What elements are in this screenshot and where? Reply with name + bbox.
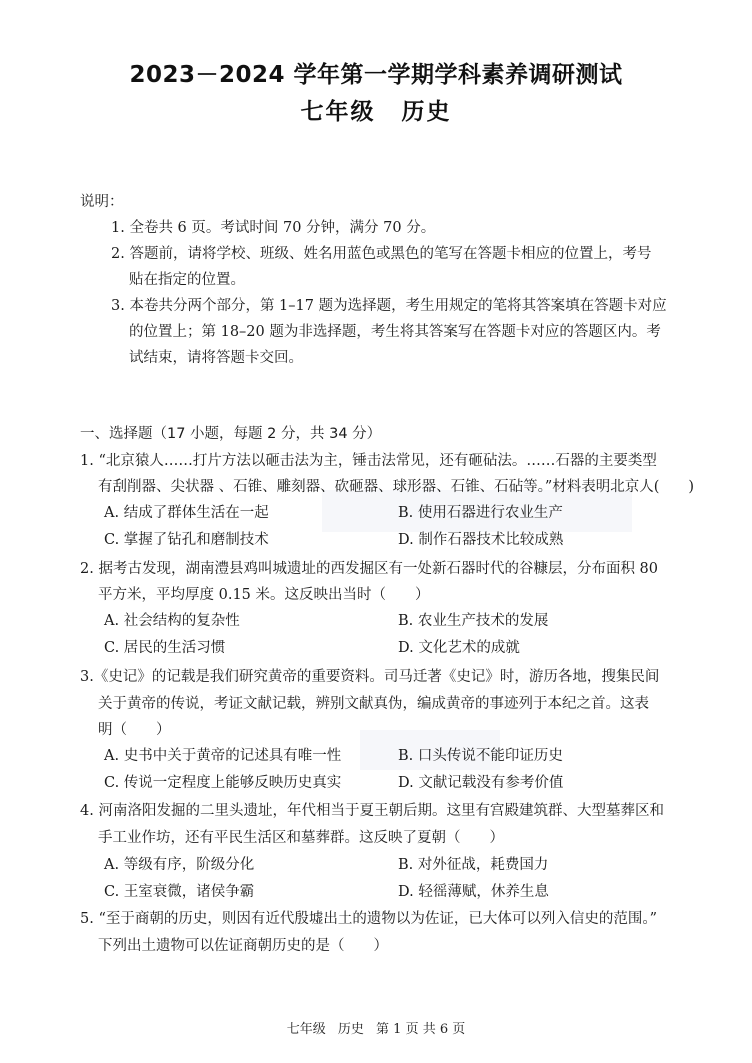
question-4-option-b: B. 对外征战，耗费国力 bbox=[398, 857, 549, 873]
question-3-stem-line-3: 明（ ） bbox=[98, 722, 171, 738]
question-2-option-c: C. 居民的生活习惯 bbox=[104, 640, 226, 656]
question-3-stem-line-1: 3.《史记》的记载是我们研究黄帝的重要资料。司马迁著《史记》时，游历各地，搜集民间 bbox=[80, 669, 660, 685]
section-heading: 一、选择题（17 小题，每题 2 分，共 34 分） bbox=[80, 426, 382, 442]
footer-grade: 七年级 bbox=[286, 1022, 326, 1037]
page-footer bbox=[0, 1018, 752, 1037]
instruction-item-1: 1. 全卷共 6 页。考试时间 70 分钟，满分 70 分。 bbox=[111, 220, 436, 236]
question-2-option-d: D. 文化艺术的成就 bbox=[398, 640, 520, 656]
question-5-stem-line-2: 下列出土遗物可以佐证商朝历史的是（ ） bbox=[98, 938, 388, 954]
question-4-stem-line-1: 4. 河南洛阳发掘的二里头遗址，年代相当于夏王朝后期。这里有宫殿建筑群、大型墓葬区和 bbox=[80, 803, 664, 819]
instruction-item-3-line-3: 试结束，请将答题卡交回。 bbox=[129, 350, 303, 366]
question-2-stem-line-1: 2. 据考古发现，湖南澧县鸡叫城遗址的西发掘区有一处新石器时代的谷糠层，分布面积 80 bbox=[80, 561, 658, 577]
question-1-stem-line-1: 1. “北京猿人……打片方法以砸击法为主，锤击法常见，还有砸砧法。……石器的主要类型 bbox=[80, 453, 657, 469]
question-1-option-b: B. 使用石器进行农业生产 bbox=[398, 505, 563, 521]
instruction-item-3-line-1: 3. 本卷共分两个部分，第 1–17 题为选择题，考生用规定的笔将其答案填在答题卡对应 bbox=[111, 298, 667, 314]
question-3-option-b: B. 口头传说不能印证历史 bbox=[398, 748, 563, 764]
instruction-item-3-line-2: 的位置上；第 18–20 题为非选择题，考生将其答案写在答题卡对应的答题区内。考 bbox=[129, 324, 661, 340]
subject-label: 历史 bbox=[401, 99, 452, 125]
question-3-option-a: A. 史书中关于黄帝的记述具有唯一性 bbox=[104, 748, 342, 764]
exam-subtitle bbox=[0, 93, 752, 126]
question-1-option-a: A. 结成了群体生活在一起 bbox=[104, 505, 269, 521]
question-4-option-c: C. 王室衰微，诸侯争霸 bbox=[104, 884, 255, 900]
instruction-item-2-line-2: 贴在指定的位置。 bbox=[129, 272, 245, 288]
question-3-stem-line-2: 关于黄帝的传说，考证文献记载，辨别文献真伪，编成黄帝的事迹列于本纪之首。这表 bbox=[98, 696, 649, 712]
question-4-option-a: A. 等级有序，阶级分化 bbox=[104, 857, 255, 873]
question-2-option-a: A. 社会结构的复杂性 bbox=[104, 613, 240, 629]
instruction-item-2-line-1: 2. 答题前，请将学校、班级、姓名用蓝色或黑色的笔写在答题卡相应的位置上，考号 bbox=[111, 246, 652, 262]
footer-page-info: 第 1 页 共 6 页 bbox=[376, 1022, 466, 1037]
question-1-stem-line-2: 有刮削器、尖状器 、石锥、雕刻器、砍砸器、球形器、石锥、石砧等。”材料表明北京人( ) bbox=[98, 479, 695, 495]
exam-title: 2023－2024 学年第一学期学科素养调研测试 bbox=[129, 62, 623, 88]
question-4-option-d: D. 轻徭薄赋，休养生息 bbox=[398, 884, 549, 900]
question-3-option-c: C. 传说一定程度上能够反映历史真实 bbox=[104, 775, 342, 791]
question-2-option-b: B. 农业生产技术的发展 bbox=[398, 613, 549, 629]
grade-label: 七年级 bbox=[300, 99, 376, 125]
question-5-stem-line-1: 5. “至于商朝的历史，则因有近代殷墟出土的遗物以为佐证，已大体可以列入信史的范围。” bbox=[80, 911, 658, 927]
question-1-option-d: D. 制作石器技术比较成熟 bbox=[398, 532, 564, 548]
question-4-stem-line-2: 手工业作坊，还有平民生活区和墓葬群。这反映了夏朝（ ） bbox=[98, 830, 504, 846]
instructions-label: 说明： bbox=[80, 194, 124, 210]
question-3-option-d: D. 文献记载没有参考价值 bbox=[398, 775, 564, 791]
footer-subject: 历史 bbox=[337, 1022, 364, 1037]
question-2-stem-line-2: 平方米，平均厚度 0.15 米。这反映出当时（ ） bbox=[98, 587, 430, 603]
question-1-option-c: C. 掌握了钻孔和磨制技术 bbox=[104, 532, 269, 548]
